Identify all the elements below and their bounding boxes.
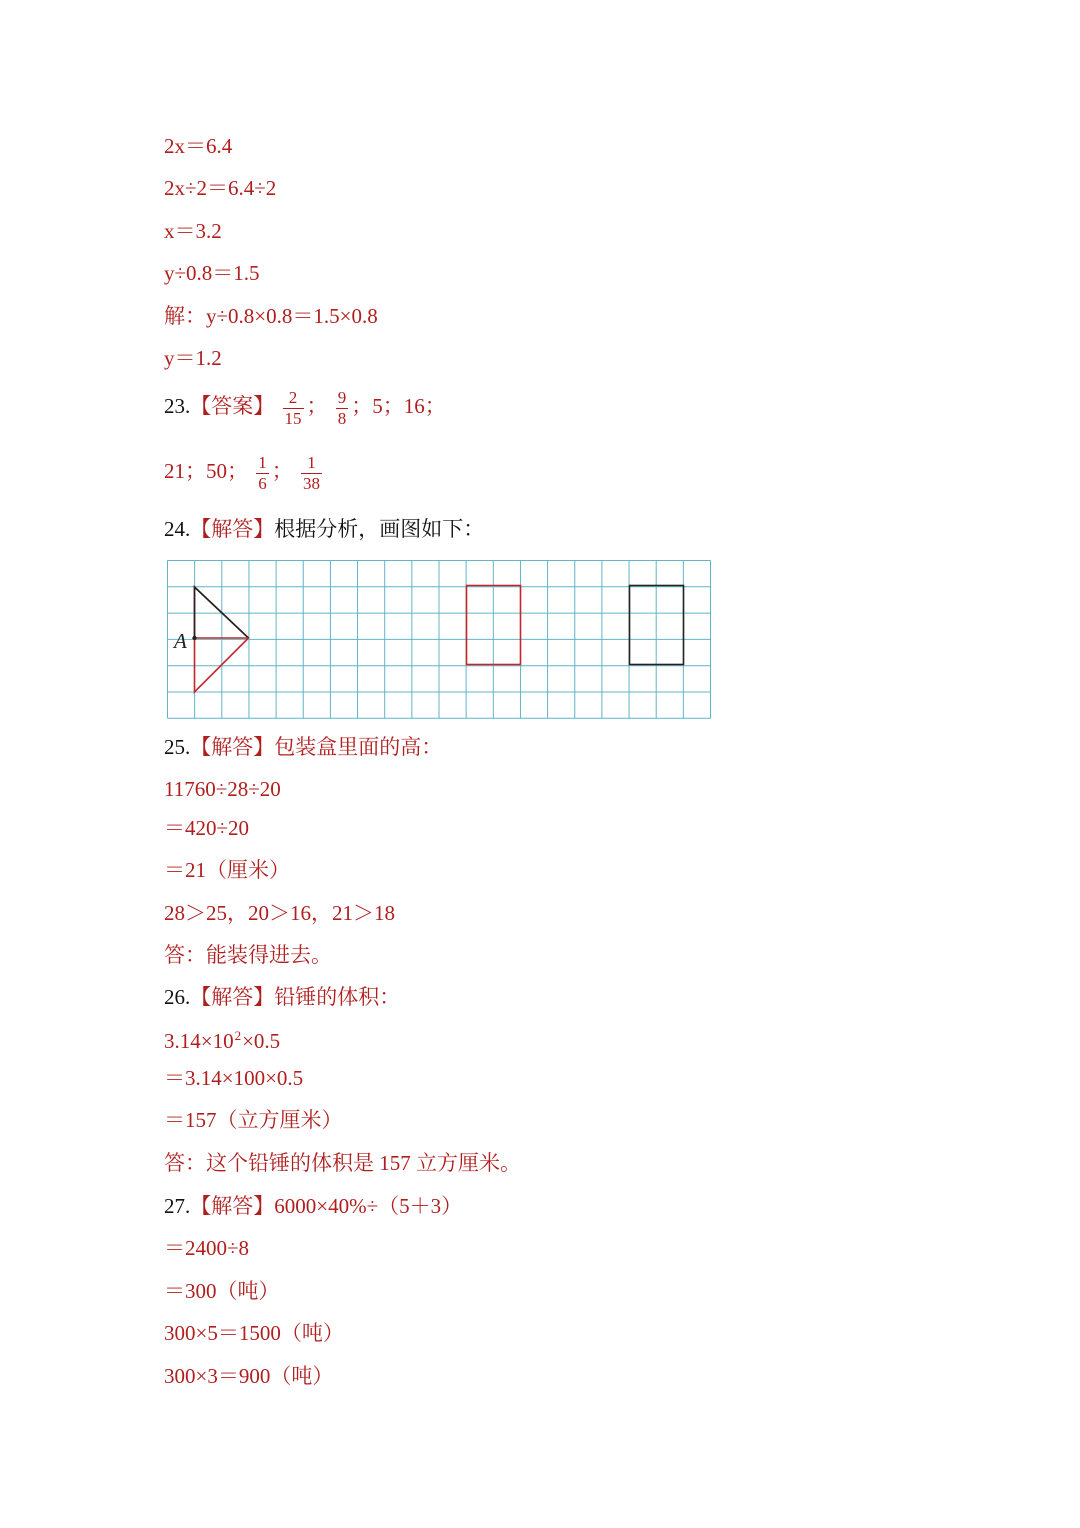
fraction-numerator: 1: [301, 453, 322, 474]
q25-heading: [164, 737, 442, 758]
fraction-numerator: 2: [283, 388, 304, 409]
grid-figure: [166, 559, 713, 720]
q25-text: 包装盒里面的高：: [274, 735, 443, 759]
q22-line-5: 解：y÷0.8×0.8＝1.5×0.8: [164, 304, 378, 328]
q23-line-2: [164, 453, 325, 493]
q25-line-5: 答：能装得进去。: [164, 943, 332, 967]
q23-separator: ；: [271, 458, 293, 483]
q23-line-1: [164, 388, 446, 428]
q26-text: 铅锤的体积：: [274, 985, 401, 1009]
q25-line-2: ＝420÷20: [164, 816, 250, 840]
q24-number: 24.: [164, 517, 191, 541]
q23-fraction-2: [336, 388, 349, 428]
q27-number: 27.: [164, 1194, 191, 1218]
q26-line-2: ＝3.14×100×0.5: [164, 1066, 304, 1090]
q27-line-3: 300×5＝1500（吨）: [164, 1321, 344, 1345]
fraction-numerator: 9: [337, 388, 347, 407]
q23-rest: ；5；16；: [351, 393, 446, 418]
q23-fraction-1: [283, 388, 304, 428]
q26-line-4: 答：这个铅锤的体积是 157 立方厘米。: [164, 1151, 521, 1175]
q25-line-1: 11760÷28÷20: [164, 777, 281, 801]
fraction-numerator: 1: [258, 453, 267, 472]
q26-line-1: [164, 1029, 280, 1052]
q25-line-4: 28＞25，20＞16，21＞18: [164, 901, 395, 925]
q24-heading: [164, 519, 484, 540]
fraction-denominator: 15: [284, 408, 302, 428]
point-a-label: A: [174, 629, 187, 653]
point-a-dot: [192, 636, 196, 640]
q26-line-3: ＝157（立方厘米）: [164, 1108, 343, 1132]
q25-number: 25.: [164, 735, 191, 759]
q23-answer-tag: 【答案】: [190, 393, 275, 418]
q27-line-2: ＝300（吨）: [164, 1279, 280, 1303]
q27-line-4: 300×3＝900（吨）: [164, 1364, 334, 1388]
q24-answer-tag: 【解答】: [190, 517, 275, 541]
q22-line-2: 2x÷2＝6.4÷2: [164, 176, 277, 200]
q25-answer-tag: 【解答】: [190, 735, 275, 759]
fraction-denominator: 38: [303, 473, 320, 493]
q26-line-1-b: ×0.5: [242, 1029, 281, 1053]
q27-text: 6000×40%÷（5＋3）: [274, 1194, 463, 1218]
q26-exponent: 2: [234, 1028, 242, 1043]
q22-line-6: y＝1.2: [164, 346, 222, 370]
q25-line-3: ＝21（厘米）: [164, 858, 290, 882]
q26-number: 26.: [164, 985, 191, 1009]
fraction-denominator: 8: [337, 408, 347, 428]
q22-line-4: y÷0.8＝1.5: [164, 261, 260, 285]
q23-line-2-start: 21；50；: [164, 458, 248, 483]
q27-line-1: ＝2400÷8: [164, 1236, 250, 1260]
q27-answer-tag: 【解答】: [190, 1194, 275, 1218]
q26-line-1-a: 3.14×10: [164, 1029, 234, 1053]
q22-line-3: x＝3.2: [164, 219, 222, 243]
q27-heading: [164, 1196, 462, 1217]
q23-separator: ；: [306, 393, 328, 418]
q23-fraction-3: [256, 453, 269, 493]
q26-heading: [164, 987, 400, 1008]
q24-text: 根据分析，画图如下：: [274, 517, 485, 541]
q23-number: 23.: [164, 393, 191, 418]
q22-line-1: 2x＝6.4: [164, 134, 233, 158]
fraction-denominator: 6: [258, 473, 267, 493]
q23-fraction-4: [301, 453, 322, 493]
q26-answer-tag: 【解答】: [190, 985, 275, 1009]
